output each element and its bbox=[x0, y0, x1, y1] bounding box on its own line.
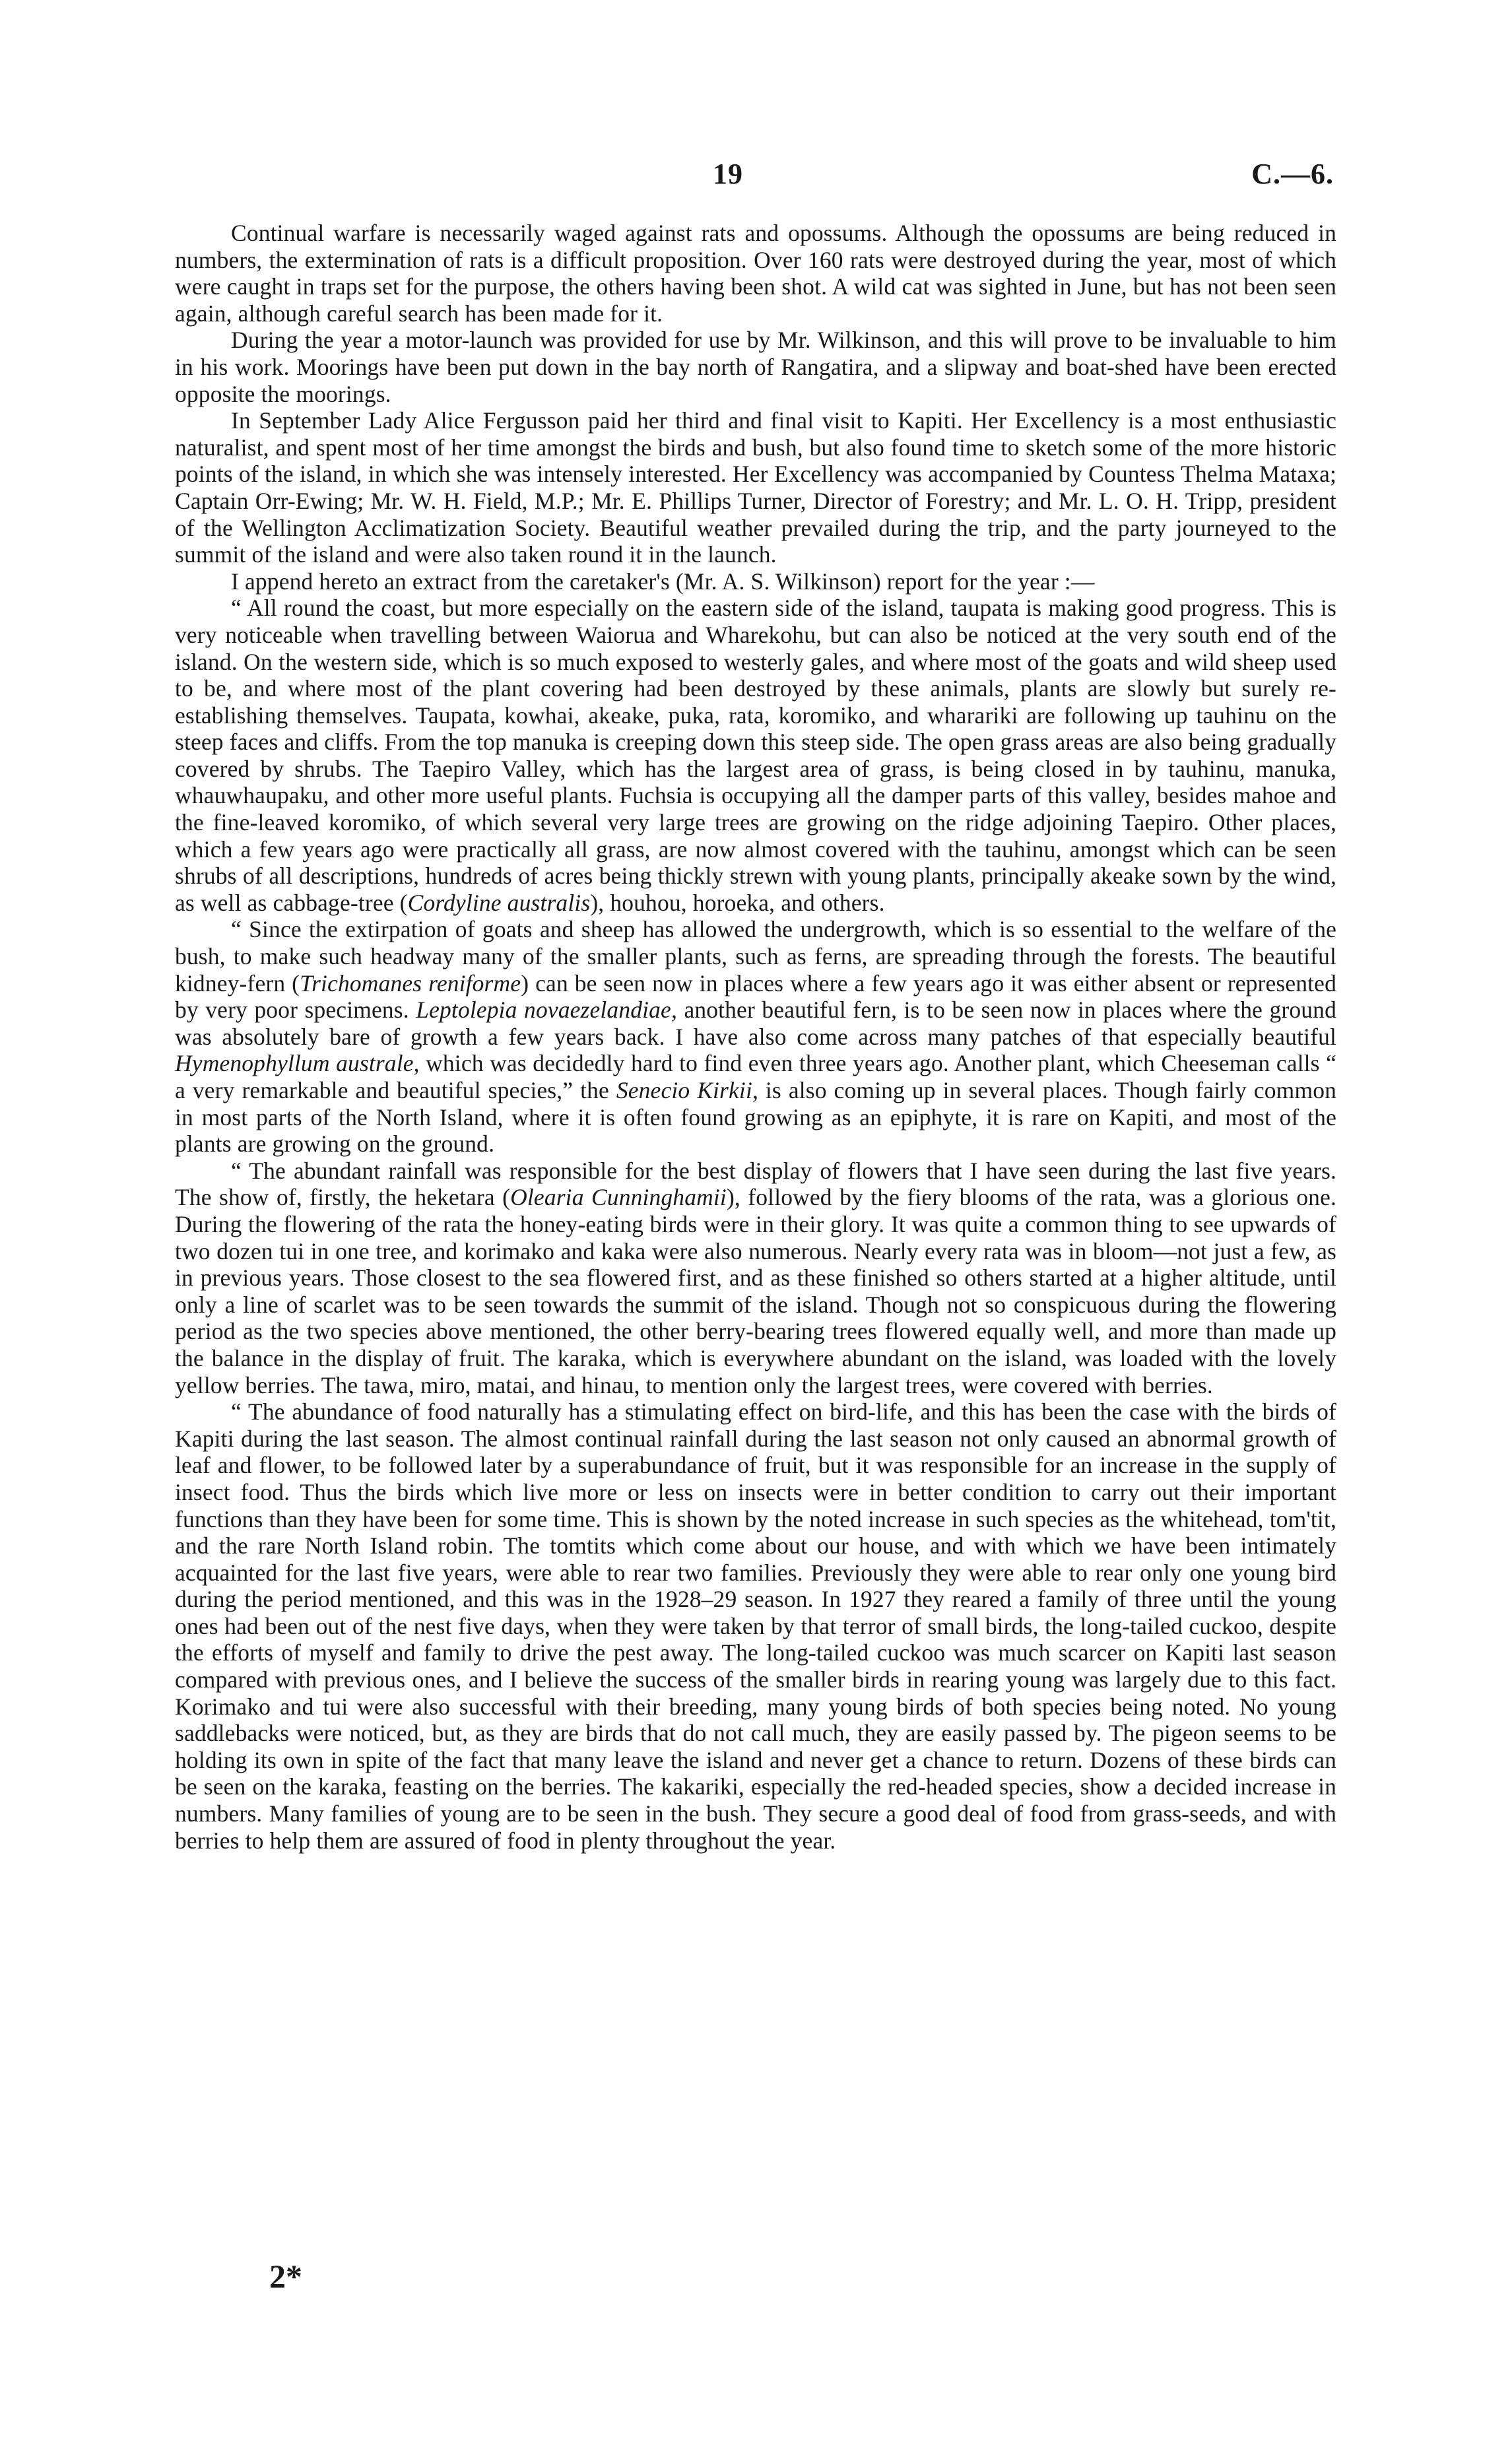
paragraph-text: ) can be seen now in places where a few years ago it was either absent or represented by very poor specimens. bbox=[175, 969, 1336, 1024]
paragraph-report-intro bbox=[175, 568, 1336, 595]
paragraph-text: ), houhou, horoeka, and others. bbox=[590, 889, 885, 916]
paragraph-text: “ Since the extirpation of goats and sheep has allowed the undergrowth, which is so essential to the welfare of the bush, to make such headway many of the smaller plants, such as ferns, are spreading through the forests. The beautiful kidney-fern ( bbox=[175, 916, 1336, 997]
paragraph-text: “ All round the coast, but more especially on the eastern side of the island, taupata is making good progress. This is very noticeable when travelling between Waiorua and Wharekohu, but can also be noticed at the very south end of the island. On the western side, which is so much exposed to westerly gales, and where most of the goats and wild sheep used to be, and where most of the plant covering had been destroyed by these animals, plants are slowly but surely re-establishing themselves. Taupata, kowhai, akeake, puka, rata, koromiko, and wharariki are following up tauhinu on the steep faces and cliffs. From the top manuka is creeping down this steep side. The open grass areas are also being gradually covered by shrubs. The Taepiro Valley, which has the largest area of grass, is being closed in by tauhinu, manuka, whauwhaupaku, and other more useful plants. Fuchsia is occupying all the damper parts of this valley, besides mahoe and the fine-leaved koromiko, of which several very large trees are growing on the ridge adjoining Taepiro. Other places, which a few years ago were practically all grass, are now almost covered with the tauhinu, amongst which can be seen shrubs of all descriptions, hundreds of acres being thickly strewn with young plants, principally akeake sown by the wind, as well as cabbage-tree ( bbox=[175, 595, 1336, 916]
page-number: 19 bbox=[713, 158, 743, 190]
paragraph-motor-launch bbox=[175, 327, 1336, 407]
paragraph-text: I append hereto an extract from the caretaker's (Mr. A. S. Wilkinson) report for the year :— bbox=[231, 568, 1095, 595]
paragraph-ferns-undergrowth bbox=[175, 916, 1336, 1157]
paragraph-vice-regal-visit bbox=[175, 407, 1336, 568]
paragraph-text: During the year a motor-launch was provided for use by Mr. Wilkinson, and this will prove to be invaluable to him in his work. Moorings have been put down in the bay north of Rangatira, and a slipway and boat-shed have been erected opposite the moorings. bbox=[175, 327, 1336, 407]
paragraph-coastal-vegetation bbox=[175, 595, 1336, 916]
species-name: Leptolepia novaezelandiae, bbox=[416, 997, 677, 1024]
document-reference: C.—6. bbox=[1251, 158, 1334, 190]
paragraph-text: In September Lady Alice Fergusson paid her third and final visit to Kapiti. Her Excellency is a most enthusiastic naturalist, and spent most of her time amongst the birds and bush, but also found time to sketch some of the more historic points of the island, in which she was intensely interested. Her Excellency was accompanied by Countess Thelma Mataxa; Captain Orr-Ewing; Mr. W. H. Field, M.P.; Mr. E. Phillips Turner, Director of Forestry; and Mr. L. O. H. Tripp, president of the Wellington Acclimatization Society. Beautiful weather prevailed during the trip, and the party journeyed to the summit of the island and were also taken round it in the launch. bbox=[175, 407, 1336, 568]
species-name: Olearia Cunninghamii bbox=[510, 1184, 727, 1211]
paragraph-text: is also coming up in several places. Though fairly common in most parts of the North Island, where it is often found growing as an epiphyte, it is rare on Kapiti, and most of the plants are growing on the ground. bbox=[175, 1077, 1337, 1158]
paragraph-bird-life bbox=[175, 1398, 1336, 1854]
paragraph-text: which was decidedly hard to find even three years ago. Another plant, which Cheeseman calls “ a very remarkable and beautiful species,” the bbox=[175, 1050, 1336, 1103]
species-name: Trichomanes reniforme bbox=[300, 969, 521, 997]
species-name: Hymenophyllum australe, bbox=[175, 1050, 420, 1077]
species-name: Cordyline australis bbox=[407, 889, 591, 916]
paragraph-flowering bbox=[175, 1158, 1336, 1398]
paragraph-text: another beautiful fern, is to be seen now in places where the ground was absolutely bare of growth a few years back. I have also come across many patches of that especially beautiful bbox=[175, 997, 1336, 1050]
signature-mark: 2* bbox=[269, 2258, 302, 2295]
report-body bbox=[175, 220, 1336, 1854]
page-header bbox=[0, 157, 1512, 197]
paragraph-vermin-control bbox=[175, 220, 1336, 327]
paragraph-text: ), followed by the fiery blooms of the rata, was a glorious one. During the flowering of the rata the honey-eating birds were in their glory. It was quite a common thing to see upwards of two dozen tui in one tree, and korimako and kaka were also numerous. Nearly every rata was in bloom—not just a few, as in previous years. Those closest to the sea flowered first, and as these finished so others started at a higher altitude, until only a line of scarlet was to be seen towards the summit of the island. Though not so conspicuous during the flowering period as the two species above mentioned, the other berry-bearing trees flowered equally well, and more than made up the balance in the display of fruit. The karaka, which is everywhere abundant on the island, was loaded with the lovely yellow berries. The tawa, miro, matai, and hinau, to mention only the largest trees, were covered with berries. bbox=[175, 1184, 1337, 1398]
species-name: Senecio Kirkii, bbox=[616, 1077, 758, 1103]
paragraph-text: Continual warfare is necessarily waged against rats and opossums. Although the opossums are being reduced in numbers, the extermination of rats is a difficult proposition. Over 160 rats were destroyed during the year, most of which were caught in traps set for the purpose, the others having been shot. A wild cat was sighted in June, but has not been seen again, although careful search has been made for it. bbox=[175, 220, 1336, 327]
paragraph-text: “ The abundant rainfall was responsible for the best display of flowers that I have seen during the last five years. The show of, firstly, the heketara ( bbox=[175, 1157, 1336, 1211]
paragraph-text: “ The abundance of food naturally has a stimulating effect on bird-life, and this has been the case with the birds of Kapiti during the last season. The almost continual rainfall during the last season not only caused an abnormal growth of leaf and flower, to be followed later by a superabundance of fruit, but it was responsible for an increase in the supply of insect food. Thus the birds which live more or less on insects were in better condition to carry out their important functions than they have been for some time. This is shown by the noted increase in such species as the whitehead, tom'tit, and the rare North Island robin. The tomtits which come about our house, and with which we have been intimately acquainted for the last five years, were able to rear two families. Previously they were able to rear only one young bird during the period mentioned, and this was in the 1928–29 season. In 1927 they reared a family of three until the young ones had been out of the nest five days, when they were taken by that terror of small birds, the long-tailed cuckoo, despite the efforts of myself and family to drive the pest away. The long-tailed cuckoo was much scarcer on Kapiti last season compared with previous ones, and I believe the success of the smaller birds in rearing young was largely due to this fact. Korimako and tui were also successful with their breeding, many young birds of both species being noted. No young saddlebacks were noticed, but, as they are birds that do not call much, they are easily passed by. The pigeon seems to be holding its own in spite of the fact that many leave the island and never get a chance to return. Dozens of these birds can be seen on the karaka, feasting on the berries. The kakariki, especially the red-headed species, show a decided increase in numbers. Many families of young are to be seen in the bush. They secure a good deal of food from grass-seeds, and with berries to help them are assured of food in plenty throughout the year. bbox=[175, 1398, 1336, 1854]
